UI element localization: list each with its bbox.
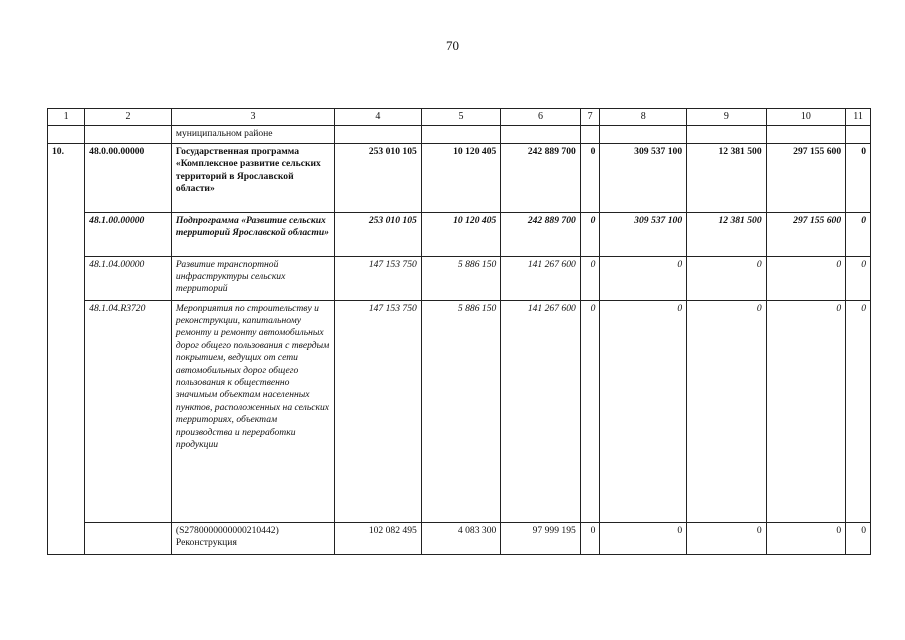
table-row <box>48 522 871 555</box>
col-header: 7 <box>580 109 600 126</box>
col-header: 6 <box>501 109 581 126</box>
col-header: 3 <box>171 109 334 126</box>
cell-value: 97 999 195 <box>501 522 581 555</box>
cell-value: 0 <box>766 522 846 555</box>
table-row <box>48 300 871 522</box>
row-name: Государственная программа «Комплексное развитие сельских территорий в Ярославской области» <box>171 144 334 213</box>
table-row <box>48 126 871 144</box>
col-header: 1 <box>48 109 85 126</box>
cell-value: 4 083 300 <box>421 522 501 555</box>
cell-value: 297 155 600 <box>766 212 846 256</box>
row-code: 48.1.04.00000 <box>85 256 172 300</box>
cell-value: 309 537 100 <box>600 212 687 256</box>
cell-value: 0 <box>687 300 767 522</box>
cell-value: 102 082 495 <box>335 522 422 555</box>
page-number: 70 <box>446 38 459 53</box>
cell-value: 5 886 150 <box>421 256 501 300</box>
cell-value: 297 155 600 <box>766 144 846 213</box>
cell-value: 10 120 405 <box>421 212 501 256</box>
cell-value: 141 267 600 <box>501 256 581 300</box>
row-code <box>85 522 172 555</box>
cell-value: 0 <box>766 300 846 522</box>
row-name: Подпрограмма «Развитие сельских территорий Ярославской области» <box>171 212 334 256</box>
table-row <box>48 256 871 300</box>
table-row <box>48 144 871 213</box>
cell-value: 12 381 500 <box>687 212 767 256</box>
budget-table <box>47 108 871 555</box>
cell-value: 0 <box>580 256 600 300</box>
row-number: 10. <box>48 144 85 213</box>
col-header: 10 <box>766 109 846 126</box>
row-code: 48.1.00.00000 <box>85 212 172 256</box>
col-header: 9 <box>687 109 767 126</box>
cell-value: 253 010 105 <box>335 144 422 213</box>
cell-value: 0 <box>580 144 600 213</box>
cell-value: 141 267 600 <box>501 300 581 522</box>
cell-value: 0 <box>766 256 846 300</box>
cell-value: 10 120 405 <box>421 144 501 213</box>
cell-value: 309 537 100 <box>600 144 687 213</box>
col-header: 2 <box>85 109 172 126</box>
row-code: 48.0.00.00000 <box>85 144 172 213</box>
continued-text: муниципальном районе <box>171 126 334 144</box>
cell-value: 5 886 150 <box>421 300 501 522</box>
cell-value: 0 <box>600 300 687 522</box>
table-row <box>48 212 871 256</box>
cell-value: 0 <box>600 256 687 300</box>
col-header: 5 <box>421 109 501 126</box>
row-name: Развитие транспортной инфраструктуры сельских территорий <box>171 256 334 300</box>
cell-value: 147 153 750 <box>335 256 422 300</box>
cell-value: 0 <box>580 522 600 555</box>
cell-value: 242 889 700 <box>501 212 581 256</box>
cell-value: 12 381 500 <box>687 144 767 213</box>
row-name: Мероприятия по строительству и реконструкции, капитальному ремонту и ремонту автомобильных дорог общего пользования с твердым покрытием, ведущих от сети автомобильных дорог общего пользования к общественно значимым объектам населенных пунктов, расположенных на сельских территориях, объектам производства и переработки продукции <box>171 300 334 522</box>
cell-value: 0 <box>846 300 871 522</box>
cell-value: 0 <box>846 212 871 256</box>
cell-value: 0 <box>600 522 687 555</box>
row-name: (S2780000000000210442) Реконструкция <box>171 522 334 555</box>
cell-value: 0 <box>687 256 767 300</box>
col-header: 11 <box>846 109 871 126</box>
cell-value: 147 153 750 <box>335 300 422 522</box>
cell-value: 0 <box>846 256 871 300</box>
cell-value: 0 <box>846 144 871 213</box>
cell-value: 0 <box>687 522 767 555</box>
cell-value: 242 889 700 <box>501 144 581 213</box>
cell-value: 0 <box>580 300 600 522</box>
row-code: 48.1.04.R3720 <box>85 300 172 522</box>
column-number-row <box>48 109 871 126</box>
cell-value: 253 010 105 <box>335 212 422 256</box>
col-header: 8 <box>600 109 687 126</box>
cell-value: 0 <box>846 522 871 555</box>
cell-value: 0 <box>580 212 600 256</box>
col-header: 4 <box>335 109 422 126</box>
